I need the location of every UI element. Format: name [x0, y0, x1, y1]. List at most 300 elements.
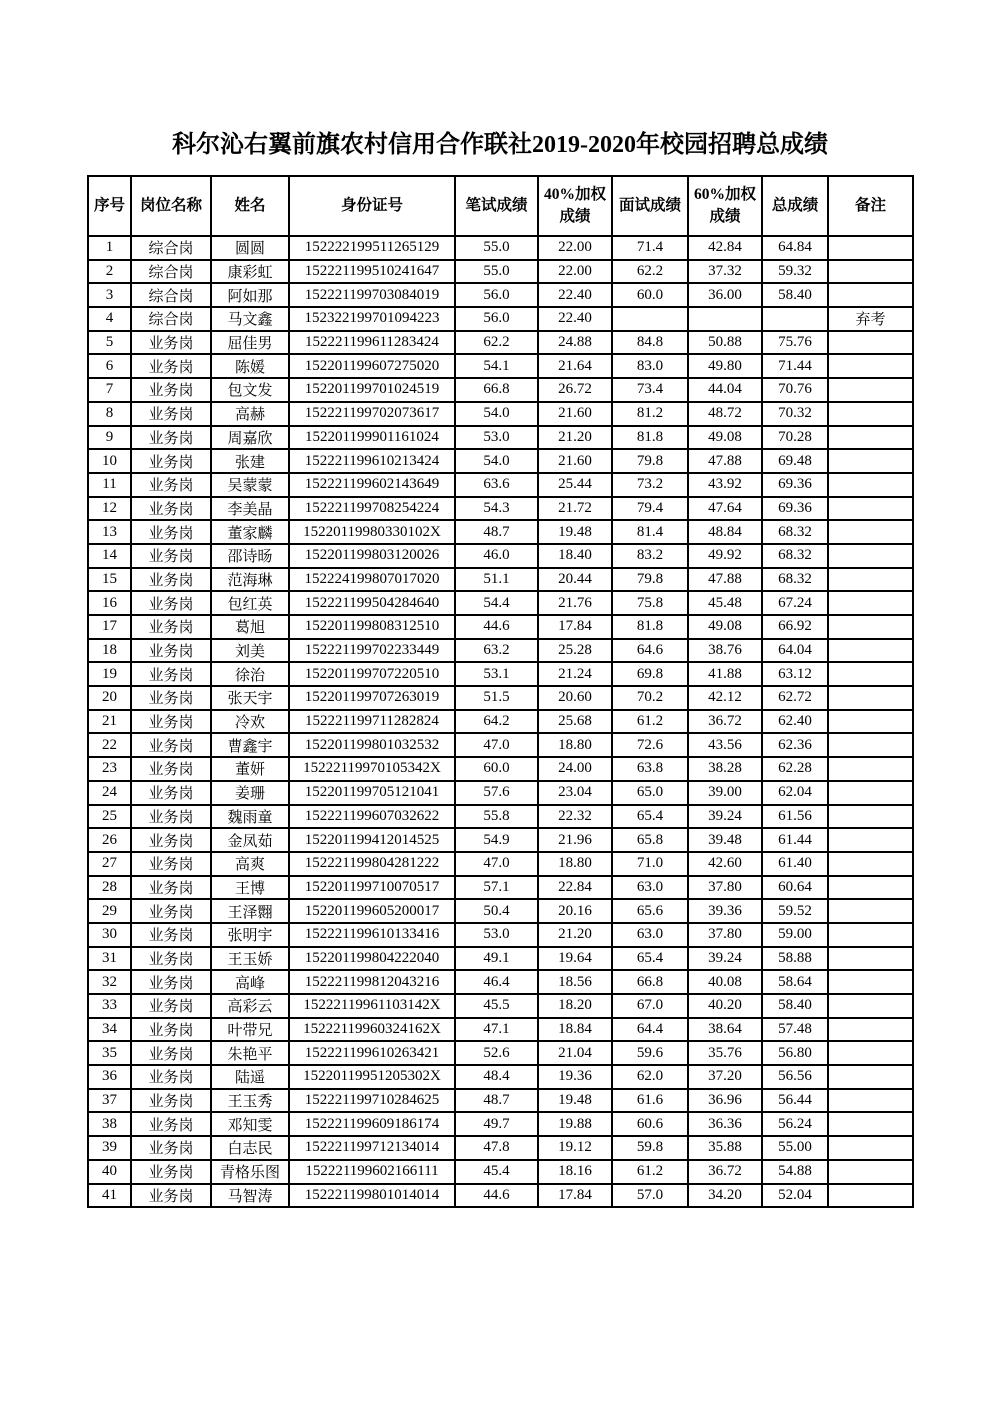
table-row — [88, 331, 913, 355]
cell-written: 50.4 — [455, 899, 538, 923]
cell-interview: 59.8 — [612, 1136, 688, 1160]
cell-weighted40: 21.60 — [538, 402, 612, 426]
cell-name: 朱艳平 — [211, 1041, 289, 1065]
cell-interview: 73.2 — [612, 473, 688, 497]
cell-remark — [828, 923, 913, 947]
cell-interview: 79.8 — [612, 568, 688, 592]
cell-post: 业务岗 — [131, 449, 211, 473]
table-row — [88, 236, 913, 260]
cell-total: 71.44 — [762, 354, 828, 378]
cell-id: 152221199812043216 — [289, 970, 455, 994]
table-row — [88, 947, 913, 971]
cell-interview — [612, 307, 688, 331]
cell-post: 业务岗 — [131, 1160, 211, 1184]
cell-written: 46.0 — [455, 544, 538, 568]
cell-seq: 5 — [88, 331, 131, 355]
header-interview-score: 面试成绩 — [612, 176, 688, 236]
cell-weighted40: 18.84 — [538, 1018, 612, 1042]
cell-seq: 15 — [88, 568, 131, 592]
cell-weighted40: 18.80 — [538, 733, 612, 757]
cell-interview: 64.6 — [612, 639, 688, 663]
cell-interview: 63.8 — [612, 757, 688, 781]
cell-seq: 38 — [88, 1112, 131, 1136]
cell-weighted40: 19.88 — [538, 1112, 612, 1136]
results-table-body — [88, 236, 913, 1207]
cell-total: 70.32 — [762, 402, 828, 426]
cell-post: 业务岗 — [131, 876, 211, 900]
cell-weighted40: 22.00 — [538, 260, 612, 284]
cell-remark — [828, 591, 913, 615]
cell-post: 业务岗 — [131, 970, 211, 994]
cell-id: 152221199801014014 — [289, 1184, 455, 1208]
cell-name: 徐治 — [211, 662, 289, 686]
cell-weighted40: 20.16 — [538, 899, 612, 923]
cell-remark — [828, 402, 913, 426]
cell-id: 152322199701094223 — [289, 307, 455, 331]
header-post: 岗位名称 — [131, 176, 211, 236]
cell-seq: 30 — [88, 923, 131, 947]
cell-seq: 24 — [88, 781, 131, 805]
cell-total: 56.24 — [762, 1112, 828, 1136]
cell-remark — [828, 686, 913, 710]
cell-interview: 65.6 — [612, 899, 688, 923]
cell-written: 53.1 — [455, 662, 538, 686]
table-row — [88, 994, 913, 1018]
cell-post: 业务岗 — [131, 1065, 211, 1089]
cell-interview: 84.8 — [612, 331, 688, 355]
cell-weighted60: 42.60 — [688, 852, 762, 876]
cell-total: 61.56 — [762, 805, 828, 829]
cell-weighted60: 34.20 — [688, 1184, 762, 1208]
cell-seq: 32 — [88, 970, 131, 994]
cell-weighted40: 23.04 — [538, 781, 612, 805]
cell-weighted60: 38.64 — [688, 1018, 762, 1042]
cell-written: 56.0 — [455, 283, 538, 307]
cell-name: 曹鑫宇 — [211, 733, 289, 757]
cell-post: 业务岗 — [131, 402, 211, 426]
cell-weighted40: 21.60 — [538, 449, 612, 473]
cell-weighted40: 21.96 — [538, 828, 612, 852]
cell-interview: 59.6 — [612, 1041, 688, 1065]
cell-weighted60: 49.08 — [688, 426, 762, 450]
cell-post: 业务岗 — [131, 544, 211, 568]
cell-total: 58.64 — [762, 970, 828, 994]
cell-seq: 8 — [88, 402, 131, 426]
cell-post: 业务岗 — [131, 686, 211, 710]
cell-remark — [828, 1065, 913, 1089]
cell-post: 业务岗 — [131, 1089, 211, 1113]
cell-name: 李美晶 — [211, 497, 289, 521]
cell-total: 61.40 — [762, 852, 828, 876]
cell-interview: 83.2 — [612, 544, 688, 568]
cell-seq: 39 — [88, 1136, 131, 1160]
header-row — [88, 176, 913, 236]
cell-seq: 28 — [88, 876, 131, 900]
cell-weighted60: 38.76 — [688, 639, 762, 663]
cell-name: 冷欢 — [211, 710, 289, 734]
table-row — [88, 544, 913, 568]
cell-seq: 4 — [88, 307, 131, 331]
cell-post: 业务岗 — [131, 757, 211, 781]
cell-weighted60: 37.80 — [688, 876, 762, 900]
cell-remark — [828, 733, 913, 757]
cell-remark — [828, 497, 913, 521]
table-row — [88, 497, 913, 521]
cell-weighted60: 43.92 — [688, 473, 762, 497]
cell-remark — [828, 520, 913, 544]
cell-total: 66.92 — [762, 615, 828, 639]
cell-weighted40: 18.40 — [538, 544, 612, 568]
header-name: 姓名 — [211, 176, 289, 236]
cell-name: 圆圆 — [211, 236, 289, 260]
cell-total: 68.32 — [762, 544, 828, 568]
cell-weighted40: 24.88 — [538, 331, 612, 355]
cell-total: 64.04 — [762, 639, 828, 663]
cell-weighted40: 21.64 — [538, 354, 612, 378]
cell-interview: 81.8 — [612, 615, 688, 639]
cell-written: 54.0 — [455, 449, 538, 473]
cell-seq: 17 — [88, 615, 131, 639]
cell-post: 业务岗 — [131, 1112, 211, 1136]
cell-weighted40: 17.84 — [538, 615, 612, 639]
cell-written: 44.6 — [455, 1184, 538, 1208]
table-row — [88, 852, 913, 876]
cell-remark — [828, 1089, 913, 1113]
cell-name: 金凤茹 — [211, 828, 289, 852]
cell-seq: 21 — [88, 710, 131, 734]
cell-seq: 31 — [88, 947, 131, 971]
cell-name: 张天宇 — [211, 686, 289, 710]
cell-remark — [828, 473, 913, 497]
cell-remark — [828, 757, 913, 781]
cell-post: 业务岗 — [131, 852, 211, 876]
cell-remark — [828, 331, 913, 355]
cell-written: 54.1 — [455, 354, 538, 378]
cell-interview: 69.8 — [612, 662, 688, 686]
cell-weighted40: 21.20 — [538, 923, 612, 947]
cell-weighted60: 36.36 — [688, 1112, 762, 1136]
cell-seq: 35 — [88, 1041, 131, 1065]
cell-weighted60: 36.72 — [688, 710, 762, 734]
table-row — [88, 970, 913, 994]
cell-seq: 3 — [88, 283, 131, 307]
cell-name: 邓知雯 — [211, 1112, 289, 1136]
cell-weighted60: 35.88 — [688, 1136, 762, 1160]
cell-weighted40: 21.72 — [538, 497, 612, 521]
cell-remark — [828, 1018, 913, 1042]
cell-interview: 65.8 — [612, 828, 688, 852]
cell-id: 152201199605200017 — [289, 899, 455, 923]
table-row — [88, 378, 913, 402]
cell-name: 魏雨童 — [211, 805, 289, 829]
cell-name: 白志民 — [211, 1136, 289, 1160]
cell-seq: 6 — [88, 354, 131, 378]
cell-total: 59.52 — [762, 899, 828, 923]
cell-post: 业务岗 — [131, 1018, 211, 1042]
cell-interview: 75.8 — [612, 591, 688, 615]
cell-weighted40: 19.36 — [538, 1065, 612, 1089]
cell-weighted60: 39.48 — [688, 828, 762, 852]
cell-id: 152221199602143649 — [289, 473, 455, 497]
cell-post: 业务岗 — [131, 520, 211, 544]
table-row — [88, 568, 913, 592]
cell-seq: 27 — [88, 852, 131, 876]
cell-name: 张建 — [211, 449, 289, 473]
cell-id: 152221199610263421 — [289, 1041, 455, 1065]
cell-interview: 57.0 — [612, 1184, 688, 1208]
cell-total: 67.24 — [762, 591, 828, 615]
cell-written: 45.4 — [455, 1160, 538, 1184]
cell-seq: 16 — [88, 591, 131, 615]
cell-name: 王博 — [211, 876, 289, 900]
cell-remark — [828, 876, 913, 900]
cell-id: 152201199701024519 — [289, 378, 455, 402]
cell-name: 马文鑫 — [211, 307, 289, 331]
cell-name: 高赫 — [211, 402, 289, 426]
cell-seq: 23 — [88, 757, 131, 781]
cell-weighted40: 21.04 — [538, 1041, 612, 1065]
cell-seq: 33 — [88, 994, 131, 1018]
cell-post: 业务岗 — [131, 994, 211, 1018]
table-row — [88, 449, 913, 473]
cell-name: 张明宇 — [211, 923, 289, 947]
cell-remark — [828, 354, 913, 378]
cell-written: 51.1 — [455, 568, 538, 592]
cell-name: 吴蒙蒙 — [211, 473, 289, 497]
cell-id: 152201199901161024 — [289, 426, 455, 450]
table-row — [88, 1112, 913, 1136]
cell-id: 152221199504284640 — [289, 591, 455, 615]
cell-total: 70.28 — [762, 426, 828, 450]
cell-remark — [828, 615, 913, 639]
cell-weighted60: 47.88 — [688, 449, 762, 473]
table-row — [88, 781, 913, 805]
cell-weighted60: 40.20 — [688, 994, 762, 1018]
cell-total: 62.72 — [762, 686, 828, 710]
cell-total: 63.12 — [762, 662, 828, 686]
cell-weighted40: 19.64 — [538, 947, 612, 971]
cell-interview: 70.2 — [612, 686, 688, 710]
cell-name: 王泽翾 — [211, 899, 289, 923]
cell-interview: 66.8 — [612, 970, 688, 994]
cell-interview: 67.0 — [612, 994, 688, 1018]
cell-written: 55.0 — [455, 236, 538, 260]
cell-post: 业务岗 — [131, 591, 211, 615]
cell-remark — [828, 662, 913, 686]
cell-name: 董妍 — [211, 757, 289, 781]
cell-written: 53.0 — [455, 426, 538, 450]
cell-post: 业务岗 — [131, 947, 211, 971]
cell-id: 152221199611283424 — [289, 331, 455, 355]
cell-weighted40: 22.40 — [538, 283, 612, 307]
cell-post: 综合岗 — [131, 260, 211, 284]
cell-weighted60 — [688, 307, 762, 331]
table-row — [88, 733, 913, 757]
cell-id: 152221199610213424 — [289, 449, 455, 473]
cell-weighted60: 47.88 — [688, 568, 762, 592]
cell-weighted60: 39.36 — [688, 899, 762, 923]
cell-weighted40: 17.84 — [538, 1184, 612, 1208]
cell-name: 屈佳男 — [211, 331, 289, 355]
cell-name: 王玉娇 — [211, 947, 289, 971]
page-title: 科尔沁右翼前旗农村信用合作联社2019-2020年校园招聘总成绩 — [172, 132, 828, 158]
cell-weighted60: 42.12 — [688, 686, 762, 710]
cell-weighted60: 39.24 — [688, 805, 762, 829]
cell-total: 68.32 — [762, 520, 828, 544]
cell-id: 152221199510241647 — [289, 260, 455, 284]
cell-weighted60: 49.08 — [688, 615, 762, 639]
cell-total: 64.84 — [762, 236, 828, 260]
cell-seq: 36 — [88, 1065, 131, 1089]
cell-id: 152221199703084019 — [289, 283, 455, 307]
header-seq: 序号 — [88, 176, 131, 236]
cell-written: 54.3 — [455, 497, 538, 521]
cell-seq: 37 — [88, 1089, 131, 1113]
cell-seq: 12 — [88, 497, 131, 521]
cell-written: 57.6 — [455, 781, 538, 805]
cell-written: 44.6 — [455, 615, 538, 639]
table-row — [88, 520, 913, 544]
cell-weighted40: 24.00 — [538, 757, 612, 781]
cell-post: 业务岗 — [131, 639, 211, 663]
cell-post: 业务岗 — [131, 662, 211, 686]
cell-weighted40: 26.72 — [538, 378, 612, 402]
cell-id: 152222199511265129 — [289, 236, 455, 260]
cell-seq: 1 — [88, 236, 131, 260]
cell-seq: 22 — [88, 733, 131, 757]
cell-post: 综合岗 — [131, 283, 211, 307]
cell-seq: 34 — [88, 1018, 131, 1042]
cell-remark — [828, 899, 913, 923]
header-remark: 备注 — [828, 176, 913, 236]
cell-interview: 62.2 — [612, 260, 688, 284]
cell-id: 152221199708254224 — [289, 497, 455, 521]
cell-weighted60: 40.08 — [688, 970, 762, 994]
cell-written: 49.1 — [455, 947, 538, 971]
cell-name: 王玉秀 — [211, 1089, 289, 1113]
table-header — [88, 176, 913, 236]
table-row — [88, 899, 913, 923]
cell-written: 48.4 — [455, 1065, 538, 1089]
cell-post: 业务岗 — [131, 923, 211, 947]
cell-seq: 2 — [88, 260, 131, 284]
cell-total: 56.56 — [762, 1065, 828, 1089]
cell-post: 业务岗 — [131, 568, 211, 592]
table-row — [88, 354, 913, 378]
cell-interview: 83.0 — [612, 354, 688, 378]
cell-remark — [828, 568, 913, 592]
cell-remark — [828, 236, 913, 260]
cell-remark — [828, 710, 913, 734]
cell-name: 高爽 — [211, 852, 289, 876]
cell-post: 业务岗 — [131, 354, 211, 378]
cell-weighted60: 48.72 — [688, 402, 762, 426]
cell-interview: 65.0 — [612, 781, 688, 805]
cell-remark — [828, 805, 913, 829]
cell-written: 57.1 — [455, 876, 538, 900]
cell-weighted60: 39.00 — [688, 781, 762, 805]
cell-written: 54.9 — [455, 828, 538, 852]
cell-written: 54.0 — [455, 402, 538, 426]
cell-seq: 40 — [88, 1160, 131, 1184]
cell-interview: 63.0 — [612, 876, 688, 900]
results-table — [87, 175, 914, 1208]
cell-weighted60: 37.80 — [688, 923, 762, 947]
header-written-score: 笔试成绩 — [455, 176, 538, 236]
cell-post: 业务岗 — [131, 331, 211, 355]
cell-interview: 65.4 — [612, 947, 688, 971]
cell-id: 152221199710284625 — [289, 1089, 455, 1113]
cell-total: 62.04 — [762, 781, 828, 805]
cell-total: 59.00 — [762, 923, 828, 947]
table-row — [88, 1184, 913, 1208]
cell-post: 业务岗 — [131, 426, 211, 450]
cell-total: 61.44 — [762, 828, 828, 852]
cell-remark — [828, 426, 913, 450]
cell-interview: 64.4 — [612, 1018, 688, 1042]
cell-seq: 11 — [88, 473, 131, 497]
table-row — [88, 923, 913, 947]
cell-remark — [828, 970, 913, 994]
table-row — [88, 876, 913, 900]
cell-id: 152201199705121041 — [289, 781, 455, 805]
cell-seq: 19 — [88, 662, 131, 686]
cell-remark — [828, 1136, 913, 1160]
header-weighted60-score: 60%加权成绩 — [688, 176, 762, 236]
cell-written: 55.0 — [455, 260, 538, 284]
cell-remark — [828, 947, 913, 971]
cell-total: 60.64 — [762, 876, 828, 900]
cell-id: 152201199412014525 — [289, 828, 455, 852]
cell-weighted40: 19.12 — [538, 1136, 612, 1160]
cell-written: 45.5 — [455, 994, 538, 1018]
cell-written: 47.0 — [455, 733, 538, 757]
cell-total: 58.40 — [762, 283, 828, 307]
cell-weighted60: 37.20 — [688, 1065, 762, 1089]
cell-remark — [828, 1160, 913, 1184]
cell-weighted40: 22.40 — [538, 307, 612, 331]
cell-total: 55.00 — [762, 1136, 828, 1160]
cell-interview: 71.4 — [612, 236, 688, 260]
cell-interview: 65.4 — [612, 805, 688, 829]
cell-weighted40: 22.00 — [538, 236, 612, 260]
cell-seq: 9 — [88, 426, 131, 450]
cell-name: 邵诗旸 — [211, 544, 289, 568]
cell-seq: 14 — [88, 544, 131, 568]
cell-remark — [828, 283, 913, 307]
cell-id: 152201199801032532 — [289, 733, 455, 757]
cell-weighted40: 19.48 — [538, 520, 612, 544]
cell-written: 63.2 — [455, 639, 538, 663]
cell-interview: 60.0 — [612, 283, 688, 307]
cell-weighted40: 18.16 — [538, 1160, 612, 1184]
cell-interview: 62.0 — [612, 1065, 688, 1089]
cell-written: 55.8 — [455, 805, 538, 829]
cell-seq: 7 — [88, 378, 131, 402]
cell-name: 阿如那 — [211, 283, 289, 307]
cell-written: 48.7 — [455, 1089, 538, 1113]
cell-id: 15220119951205302X — [289, 1065, 455, 1089]
cell-weighted60: 49.80 — [688, 354, 762, 378]
cell-interview: 71.0 — [612, 852, 688, 876]
cell-id: 152201199808312510 — [289, 615, 455, 639]
cell-weighted40: 25.44 — [538, 473, 612, 497]
cell-interview: 81.4 — [612, 520, 688, 544]
cell-total: 58.88 — [762, 947, 828, 971]
cell-weighted60: 47.64 — [688, 497, 762, 521]
cell-written: 62.2 — [455, 331, 538, 355]
cell-weighted60: 42.84 — [688, 236, 762, 260]
